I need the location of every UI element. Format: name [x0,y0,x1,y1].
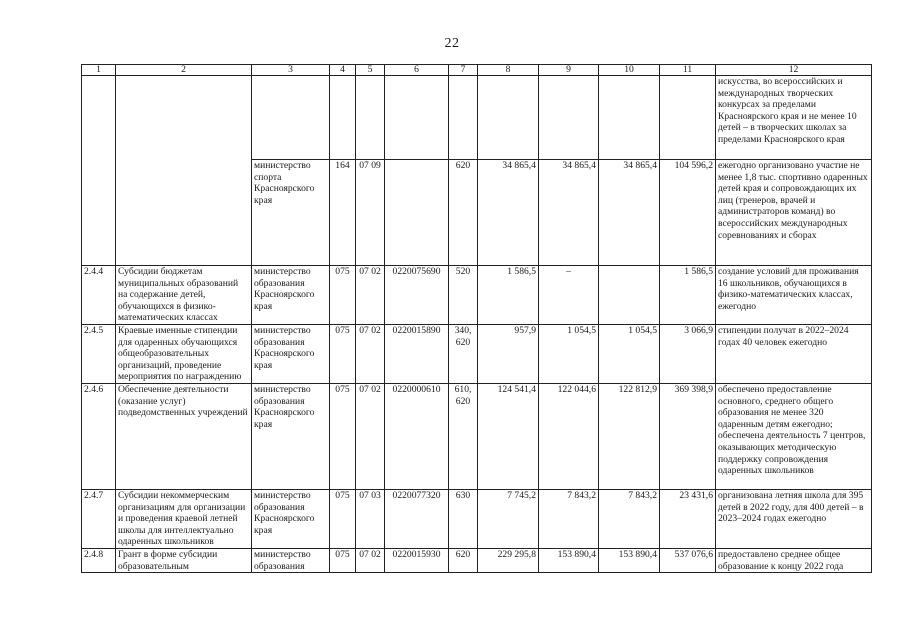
page-number: 22 [444,36,460,51]
cell-num [82,76,116,160]
cell-agency: министерство образования Красноярского края [252,324,330,383]
col-header: 5 [356,65,385,76]
cell-result: стипендии получат в 2022–2024 годах 40 человек ежегодно [716,324,872,383]
cell-total: 1 586,5 [660,266,716,325]
cell-2022: 124 541,4 [478,383,539,489]
table-row [82,76,872,160]
col-header: 3 [252,65,330,76]
cell-2023 [539,76,599,160]
cell-2023: 34 865,4 [539,160,599,266]
col-header: 12 [716,65,872,76]
table-row [82,548,872,572]
cell-vr: 620 [449,160,478,266]
cell-2024: 7 843,2 [599,489,660,548]
cell-2024: 153 890,4 [599,548,660,572]
col-header: 2 [116,65,252,76]
cell-result: создание условий для проживания 16 школьников, обучающихся в физико-математических классах, ежегодно [716,266,872,325]
cell-2022: 34 865,4 [478,160,539,266]
cell-total: 23 431,6 [660,489,716,548]
cell-grbs: 075 [330,266,356,325]
cell-grbs: 075 [330,548,356,572]
cell-vr: 520 [449,266,478,325]
header-row [82,65,872,76]
cell-result: предоставлено среднее общее образование к концу 2022 года [716,548,872,572]
cell-grbs: 164 [330,160,356,266]
cell-2024: 122 812,9 [599,383,660,489]
cell-2023: 153 890,4 [539,548,599,572]
cell-rzpr [356,76,385,160]
cell-rzpr: 07 02 [356,324,385,383]
cell-name: Грант в форме субсидии образовательным [116,548,252,572]
cell-num: 2.4.8 [82,548,116,572]
cell-2024: 34 865,4 [599,160,660,266]
col-header: 7 [449,65,478,76]
col-header: 10 [599,65,660,76]
cell-name: Субсидии бюджетам муниципальных образований на содержание детей, обучающихся в физико-математических классах [116,266,252,325]
cell-vr: 630 [449,489,478,548]
cell-num: 2.4.6 [82,383,116,489]
cell-2023: – [539,266,599,325]
cell-vr: 610, 620 [449,383,478,489]
cell-2023: 7 843,2 [539,489,599,548]
table-row [82,489,872,548]
cell-name [116,160,252,266]
cell-result: искусства, во всероссийских и международных творческих конкурсах за пределами Красноярского края и не менее 10 детей – в творческих школах за пределами Красноярского края [716,76,872,160]
cell-2024: 1 054,5 [599,324,660,383]
cell-2024 [599,76,660,160]
cell-num: 2.4.7 [82,489,116,548]
cell-csr: 0220075690 [385,266,449,325]
cell-2023: 122 044,6 [539,383,599,489]
cell-2022: 1 586,5 [478,266,539,325]
cell-result: организована летняя школа для 395 детей в 2022 году, для 400 детей – в 2023–2024 годах ежегодно [716,489,872,548]
cell-agency: министерство спорта Красноярского края [252,160,330,266]
col-header: 6 [385,65,449,76]
cell-total: 3 066,9 [660,324,716,383]
col-header: 1 [82,65,116,76]
cell-rzpr: 07 09 [356,160,385,266]
col-header: 4 [330,65,356,76]
cell-total: 104 596,2 [660,160,716,266]
cell-name: Краевые именные стипендии для одаренных обучающихся общеобразовательных организаций, проведение мероприятия по награждению [116,324,252,383]
table-row [82,266,872,325]
table-row [82,160,872,266]
col-header: 9 [539,65,599,76]
budget-table [81,64,872,573]
cell-rzpr: 07 02 [356,383,385,489]
cell-vr: 620 [449,548,478,572]
cell-num: 2.4.5 [82,324,116,383]
cell-name: Обеспечение деятельности (оказание услуг) подведомственных учреждений [116,383,252,489]
cell-grbs: 075 [330,489,356,548]
cell-agency: министерство образования [252,548,330,572]
cell-agency: министерство образования Красноярского края [252,489,330,548]
cell-agency: министерство образования Красноярского края [252,266,330,325]
cell-csr: 0220015930 [385,548,449,572]
cell-csr: 0220000610 [385,383,449,489]
cell-total [660,76,716,160]
cell-rzpr: 07 02 [356,548,385,572]
cell-num [82,160,116,266]
col-header: 11 [660,65,716,76]
cell-total: 369 398,9 [660,383,716,489]
cell-2022: 229 295,8 [478,548,539,572]
cell-2022: 957,9 [478,324,539,383]
cell-csr: 0220015890 [385,324,449,383]
cell-csr: 0220077320 [385,489,449,548]
cell-rzpr: 07 02 [356,266,385,325]
cell-name: Субсидии некоммерческим организациям для организации и проведения краевой летней школы для интеллектуально одаренных школьников [116,489,252,548]
cell-2024 [599,266,660,325]
cell-grbs [330,76,356,160]
cell-2022: 7 745,2 [478,489,539,548]
cell-agency [252,76,330,160]
col-header: 8 [478,65,539,76]
cell-vr: 340, 620 [449,324,478,383]
cell-2023: 1 054,5 [539,324,599,383]
cell-name [116,76,252,160]
cell-agency: министерство образования Красноярского края [252,383,330,489]
cell-result: ежегодно организовано участие не менее 1,8 тыс. спортивно одаренных детей края и сопровождающих их лиц (тренеров, врачей и администраторов команд) во всероссийских международных соревнованиях и сборах [716,160,872,266]
cell-csr [385,76,449,160]
cell-vr [449,76,478,160]
cell-grbs: 075 [330,383,356,489]
cell-num: 2.4.4 [82,266,116,325]
table-row [82,383,872,489]
cell-2022 [478,76,539,160]
cell-grbs: 075 [330,324,356,383]
cell-csr [385,160,449,266]
cell-rzpr: 07 03 [356,489,385,548]
cell-result: обеспечено предоставление основного, среднего общего образования не менее 320 одаренным детям ежегодно; обеспечена деятельность 7 центров, оказывающих методическую поддержку сопровождения одаренных школьников [716,383,872,489]
cell-total: 537 076,6 [660,548,716,572]
table-row [82,324,872,383]
